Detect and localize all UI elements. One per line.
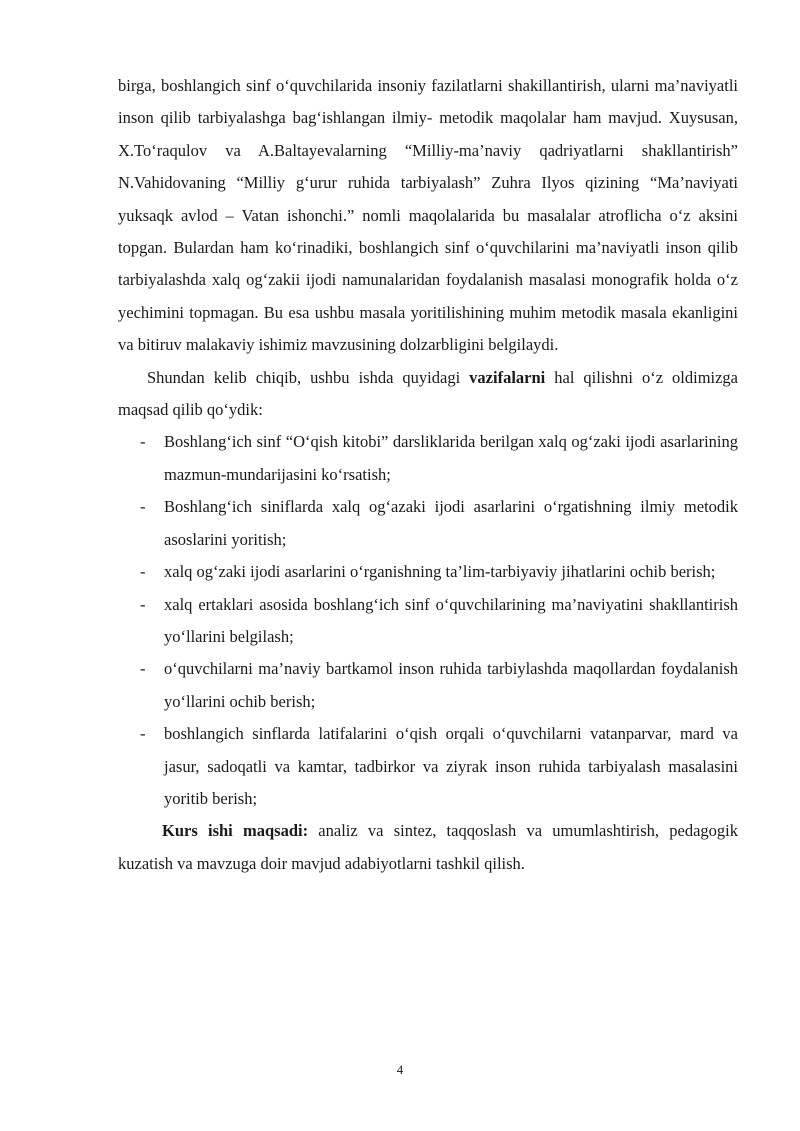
tasks-intro-paragraph <box>118 362 738 427</box>
list-item-text: o‘quvchilarni ma’naviy bartkamol inson ruhida tarbiylashda maqollardan foydalanish yo‘llarini ochib berish; <box>164 659 738 711</box>
list-item <box>118 491 738 556</box>
list-dash: - <box>140 432 146 452</box>
list-item-text: boshlangich sinflarda latifalarini o‘qish orqali o‘quvchilarni vatanparvar, mard va jasur, sadoqatli va kamtar, tadbirkor va ziyrak inson ruhida tarbiyalash masalasini yoritib berish; <box>164 724 738 808</box>
list-item-text: xalq ertaklari asosida boshlang‘ich sinf o‘quvchilarining ma’naviyatini shakllantirish yo‘llarini belgilash; <box>164 594 738 646</box>
list-item-text: xalq og‘zaki ijodi asarlarini o‘rganishning ta’lim-tarbiyaviy jihatlarini ochib berish; <box>164 562 716 582</box>
list-item <box>118 556 738 588</box>
tasks-intro-text: Shundan kelib chiqib, ushbu ishda quyidagi <box>147 367 470 387</box>
page-number: 4 <box>396 1062 404 1077</box>
list-item <box>118 426 738 491</box>
list-dash: - <box>140 724 146 744</box>
list-dash: - <box>140 497 146 517</box>
document-page <box>118 70 738 880</box>
tasks-intro-text-end: hal qilishni o‘z oldimizga maqsad qilib qo‘ydik: <box>118 367 739 420</box>
list-item <box>118 718 738 815</box>
list-dash: - <box>140 562 146 582</box>
goal-paragraph <box>118 815 738 880</box>
list-dash: - <box>140 659 146 679</box>
list-item <box>118 589 738 654</box>
goal-heading: Kurs ishi maqsadi: <box>162 821 309 841</box>
tasks-keyword: vazifalarni <box>469 367 546 387</box>
list-item-text: Boshlang‘ich siniflarda xalq og‘azaki ijodi asarlarini o‘rgatishning ilmiy metodik asoslarini yoritish; <box>164 497 738 549</box>
task-list <box>118 426 738 815</box>
list-item <box>118 653 738 718</box>
list-item-text: Boshlang‘ich sinf “O‘qish kitobi” darsliklarida berilgan xalq og‘zaki ijodi asarlarining mazmun-mundarijasini ko‘rsatish; <box>164 432 738 484</box>
intro-paragraph: birga, boshlangich sinf o‘quvchilarida insoniy fazilatlarni shakillantirish, ularni ma’naviyatli inson qilib tarbiyalashga bag‘ishlangan ilmiy- metodik maqolalar ham mavjud. Xuysusan, X.To‘raqulov va A.Baltayevalarning “Milliy-ma’naviy qadriyatlarni shakllantirish” N.Vahidovaning “Milliy g‘urur ruhida tarbiyalash” Zuhra Ilyos qizining “Ma’naviyati yuksaqk avlod – Vatan ishonchi.” nomli maqolalarida bu masalalar atroflicha o‘z aksini topgan. Bulardan ham ko‘rinadiki, boshlangich sinf o‘quvchilarini ma’naviyatli inson qilib tarbiyalashda xalq og‘zakii ijodi namunalaridan foydalanish masalasi monografik holda o‘z yechimini topmagan. Bu esa ushbu masala yoritilishining muhim metodik masala ekanligini va bitiruv malakaviy ishimiz mavzusining dolzarbligini belgilaydi. <box>118 76 738 355</box>
goal-text: analiz va sintez, taqqoslash va umumlashtirish, pedagogik kuzatish va mavzuga doir mavjud adabiyotlarni tashkil qilish. <box>118 821 738 873</box>
list-dash: - <box>140 594 146 614</box>
